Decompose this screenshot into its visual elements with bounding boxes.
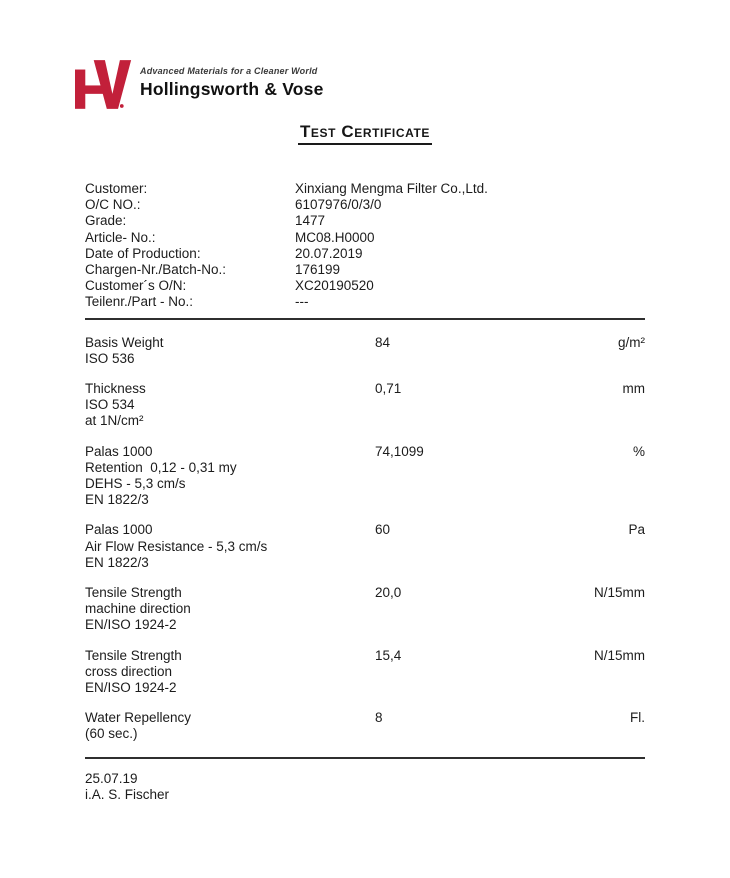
measurement-unit: g/m² bbox=[618, 334, 645, 350]
measurement-condition: cross direction bbox=[85, 663, 173, 679]
customer-info-row bbox=[85, 278, 645, 294]
measurement-condition: Retention 0,12 - 0,31 my bbox=[85, 459, 237, 475]
measurement-name-line: Tensile Strength bbox=[85, 647, 182, 663]
measurement-row bbox=[85, 648, 645, 697]
measurement-unit: mm bbox=[622, 381, 645, 397]
info-label: Date of Production: bbox=[85, 245, 201, 261]
measurement-row bbox=[85, 381, 645, 430]
customer-info-row bbox=[85, 230, 645, 246]
content bbox=[0, 181, 730, 804]
measurement-value: 74,1099 bbox=[375, 443, 424, 459]
measurement-condition: machine direction bbox=[85, 601, 191, 617]
logo-text bbox=[140, 66, 324, 109]
measurement-name-line: Basis Weight bbox=[85, 334, 164, 350]
measurement-row bbox=[85, 444, 645, 509]
measurement-row bbox=[85, 585, 645, 634]
signer-name: i.A. S. Fischer bbox=[85, 787, 170, 803]
measurement-name-line: Water Repellency bbox=[85, 710, 192, 726]
divider-top bbox=[85, 318, 645, 320]
measurement-condition: (60 sec.) bbox=[85, 726, 138, 742]
measurement-name bbox=[85, 585, 375, 634]
info-value: --- bbox=[295, 294, 309, 310]
title-wrap bbox=[0, 122, 730, 145]
measurement-standard: EN/ISO 1924-2 bbox=[85, 617, 177, 633]
info-label: Customer: bbox=[85, 181, 148, 196]
measurement-name-line: Thickness bbox=[85, 381, 146, 397]
measurement-value: 8 bbox=[375, 710, 383, 726]
measurement-name-line: Palas 1000 bbox=[85, 443, 153, 459]
measurement-unit: Fl. bbox=[630, 710, 645, 726]
measurement-value: 60 bbox=[375, 522, 391, 538]
measurement-name bbox=[85, 335, 375, 367]
issue-date: 25.07.19 bbox=[85, 770, 138, 786]
info-label: Article- No.: bbox=[85, 229, 156, 245]
customer-info bbox=[85, 181, 645, 311]
signature-block bbox=[85, 771, 645, 804]
info-label: Grade: bbox=[85, 213, 127, 229]
info-value: 6107976/0/3/0 bbox=[295, 197, 382, 213]
info-value: XC20190520 bbox=[295, 278, 374, 294]
measurement-value: 15,4 bbox=[375, 647, 402, 663]
measurement-standard: EN 1822/3 bbox=[85, 492, 149, 508]
measurement-row bbox=[85, 335, 645, 367]
header bbox=[0, 0, 730, 109]
info-label: Teilenr./Part - No.: bbox=[85, 294, 194, 310]
info-label: Chargen-Nr./Batch-No.: bbox=[85, 262, 227, 278]
measurement-name-line: Palas 1000 bbox=[85, 522, 153, 538]
measurement-unit: Pa bbox=[628, 522, 645, 538]
measurement-name bbox=[85, 444, 375, 509]
measurement-value: 0,71 bbox=[375, 381, 402, 397]
measurement-condition: Air Flow Resistance - 5,3 cm/s bbox=[85, 538, 268, 554]
info-value: MC08.H0000 bbox=[295, 229, 375, 245]
measurement-name bbox=[85, 381, 375, 430]
measurement-unit: N/15mm bbox=[593, 647, 645, 663]
page-title: Test Certificate bbox=[298, 122, 432, 145]
measurement-standard: ISO 536 bbox=[85, 350, 135, 366]
logo-tagline: Advanced Materials for a Cleaner World bbox=[140, 66, 318, 76]
divider-bottom bbox=[85, 757, 645, 759]
measurement-name-line: Tensile Strength bbox=[85, 585, 182, 601]
measurement-condition: at 1N/cm² bbox=[85, 413, 144, 429]
measurement-value: 84 bbox=[375, 334, 391, 350]
info-value: 20.07.2019 bbox=[295, 245, 363, 261]
company-name: Hollingsworth & Vose bbox=[140, 79, 324, 99]
measurement-unit: % bbox=[632, 443, 645, 459]
info-value: Xinxiang Mengma Filter Co.,Ltd. bbox=[295, 181, 488, 196]
measurement-standard: EN 1822/3 bbox=[85, 554, 149, 570]
customer-info-row bbox=[85, 262, 645, 278]
measurement-condition: DEHS - 5,3 cm/s bbox=[85, 476, 186, 492]
measurement-row bbox=[85, 710, 645, 742]
customer-info-row bbox=[85, 213, 645, 229]
measurements bbox=[85, 335, 645, 743]
measurement-name bbox=[85, 522, 375, 571]
measurement-name bbox=[85, 648, 375, 697]
info-value: 176199 bbox=[295, 262, 341, 278]
customer-info-row bbox=[85, 197, 645, 213]
measurement-row bbox=[85, 522, 645, 571]
info-value: 1477 bbox=[295, 213, 326, 229]
measurement-standard: ISO 534 bbox=[85, 397, 135, 413]
measurement-name bbox=[85, 710, 375, 742]
measurement-unit: N/15mm bbox=[593, 585, 645, 601]
info-label: Customer´s O/N: bbox=[85, 278, 187, 294]
info-label: O/C NO.: bbox=[85, 197, 141, 213]
customer-info-row bbox=[85, 181, 645, 197]
measurement-standard: EN/ISO 1924-2 bbox=[85, 680, 177, 696]
customer-info-row bbox=[85, 246, 645, 262]
customer-info-row bbox=[85, 294, 645, 310]
hv-logo-icon bbox=[75, 60, 133, 109]
measurement-value: 20,0 bbox=[375, 585, 402, 601]
